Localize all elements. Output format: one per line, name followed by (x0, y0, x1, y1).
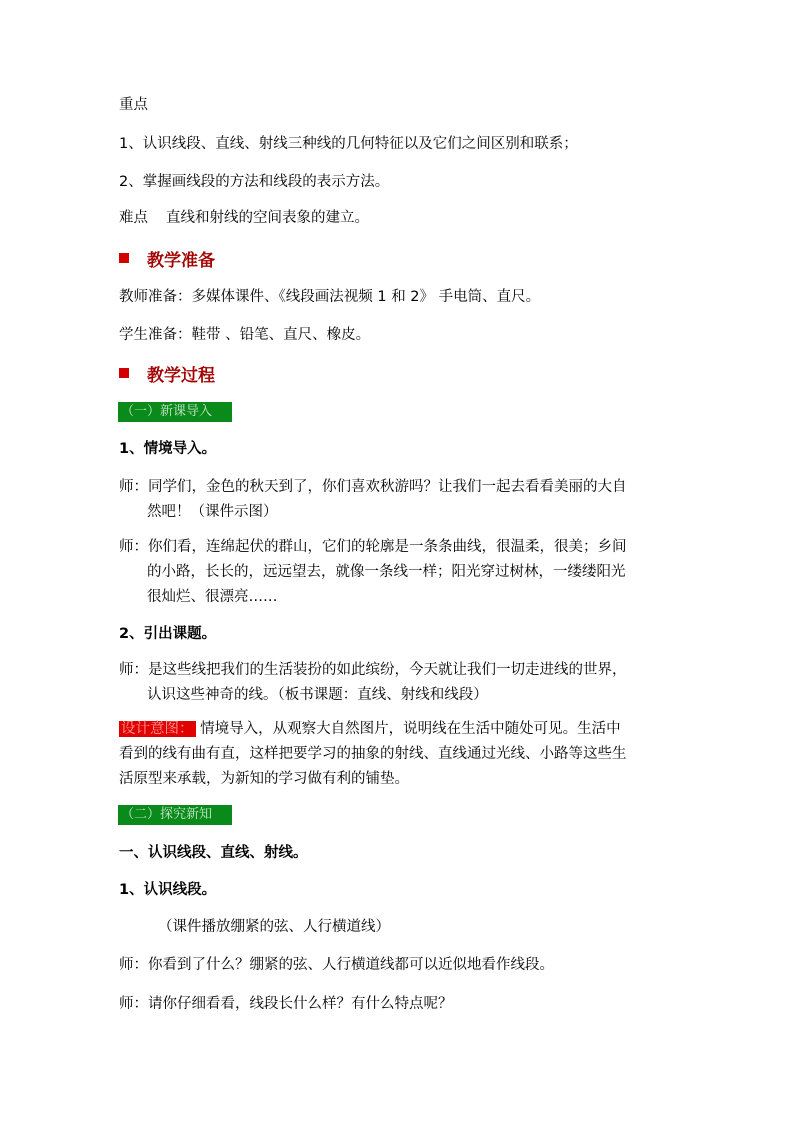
bullet-square-icon (119, 253, 129, 263)
difficulty-label: 难点 (119, 210, 148, 226)
bullet-square-icon (119, 368, 129, 378)
paragraph-line: 很灿烂、很漂亮…… (147, 589, 278, 605)
student-prep: 学生准备：鞋带 、铅笔、直尺、橡皮。 (119, 327, 371, 343)
paragraph-line: 活原型来承载，为新知的学习做有利的铺垫。 (119, 771, 409, 787)
subheading-line-segment: 1、认识线段。 (119, 882, 217, 898)
part-heading-1: 一、认识线段、直线、射线。 (119, 845, 308, 861)
subheading-topic: 2、引出课题。 (119, 626, 217, 642)
paragraph-line: 然吧！（课件示图） (147, 504, 278, 520)
paragraph-line (119, 717, 679, 742)
design-intent-block (119, 717, 679, 792)
paragraph-line: 师：你们看，连绵起伏的群山，它们的轮廓是一条条曲线，很温柔，很美；乡间 (119, 539, 627, 555)
keypoint-item-1: 1、认识线段、直线、射线三种线的几何特征以及它们之间区别和联系； (119, 136, 578, 152)
difficulty-text: 直线和射线的空间表象的建立。 (166, 210, 369, 226)
paragraph-line: 认识这些神奇的线。（板书课题：直线、射线和线段） (147, 687, 488, 703)
design-intent-label: 设计意图： (121, 721, 194, 737)
paragraph-teacher-1 (119, 475, 679, 525)
paragraph-line: 师：同学们，金色的秋天到了，你们喜欢秋游吗？让我们一起去看看美丽的大自 (119, 479, 627, 495)
teacher-question-2: 师：请你仔细看看，线段长什么样？有什么特点呢？ (119, 996, 453, 1012)
tag-explore: （二）探究新知 (118, 805, 232, 825)
paragraph-line: 师：是这些线把我们的生活装扮的如此缤纷，今天就让我们一切走进线的世界， (119, 662, 627, 678)
paragraph-line: 看到的线有曲有直，这样把要学习的抽象的射线、直线通过光线、小路等这些生 (119, 746, 627, 762)
section-title-process: 教学过程 (147, 365, 215, 386)
section-heading-prep (119, 247, 215, 269)
courseware-note: （课件播放绷紧的弦、人行横道线） (158, 919, 390, 935)
design-intent-text: 情境导入，从观察大自然图片，说明线在生活中随处可见。生活中 (200, 721, 621, 737)
paragraph-line: 的小路，长长的，远远望去，就像一条线一样；阳光穿过树林，一缕缕阳光 (147, 564, 626, 580)
section-heading-process (119, 362, 215, 384)
keypoints-heading: 重点 (119, 97, 148, 113)
subheading-scenario: 1、情境导入。 (119, 441, 217, 457)
paragraph-teacher-3 (119, 658, 679, 708)
teacher-question-1: 师：你看到了什么？绷紧的弦、人行横道线都可以近似地看作线段。 (119, 957, 554, 973)
teacher-prep: 教师准备：多媒体课件、《线段画法视频 1 和 2》 手电筒、直尺。 (119, 289, 541, 305)
paragraph-teacher-2 (119, 535, 679, 610)
section-title-prep: 教学准备 (147, 250, 215, 271)
difficulty-line (119, 209, 679, 227)
keypoint-item-2: 2、掌握画线段的方法和线段的表示方法。 (119, 174, 390, 190)
tag-new-lesson: （一）新课导入 (118, 402, 232, 422)
